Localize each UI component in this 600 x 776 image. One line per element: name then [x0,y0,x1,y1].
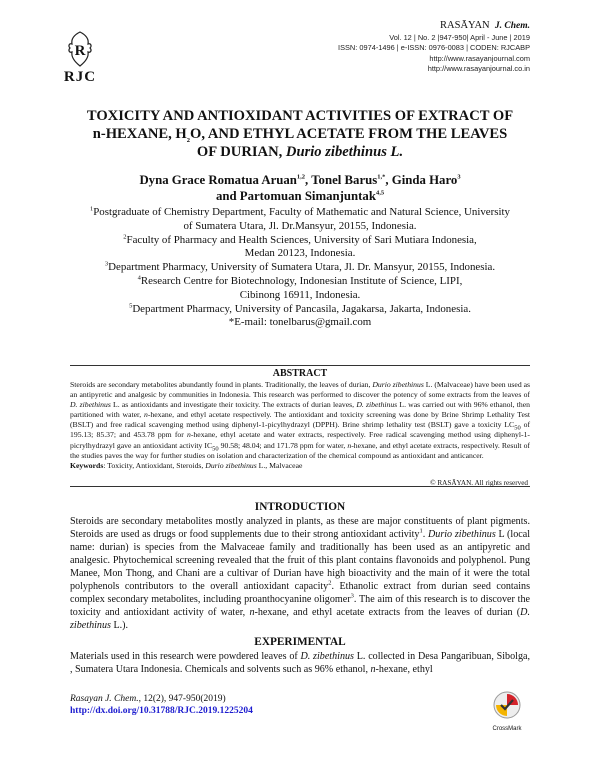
affiliation-2: $^2$Faculty of Pharmacy and Health Sciences, University of Sari Mutiara Indonesia, [123,232,477,246]
journal-abbr: J. Chem. [494,21,530,31]
svg-text:R: R [74,43,86,59]
crossmark-icon [492,690,522,720]
abstract-text: Steroids are secondary metabolites abundantly found in plants. Traditionally, the leaves of durian, Durio zibethinus L. (Malvaceae) have been used as an antipyretic and analgesic by communities in Indonesia. This research was performed to discover the potency of some extracts from the leaves of D. zibethinus L. as antioxidants and investigate their toxicity. The extracts of durian leaves, D. zibethinus L. was carried out with 96% ethanol, then partitioned with water, n-hexane, and ethyl acetate respectively. The antioxidant and toxicity screening was done by Brine Shrimp Lethality Test (BSLT) and free radical scavenging method using diphenyl-1-picylhydrazyl (DPPH). Brine shrimp lethality test (BSLT) gave a toxicity $LC_{50}$ of 195.13; 85.37; and 453.78 ppm for n-hexane, ethyl acetate and water extracts, respectively. Free radical scavenging method using diphenyl-1-picrylhydrazyl gave an antioxidant activity $IC_{50}$ 90.58; 48.04; and 171.78 ppm for water, n-hexane, and ethyl acetate extracts, respectively. Result of the studies paves the way for further studies on isolation and characterization of the chemical compound as antioxidant and anticancer. [70,380,531,460]
corresponding-email[interactable]: *E-mail: tonelbarus@gmail.com [228,316,372,329]
affiliation-4: $^4$Research Centre for Biotechnology, Indonesian Institute of Science, LIPI, [137,274,463,287]
crossmark-label: CrossMark [492,726,522,732]
author-list [60,172,540,204]
affiliation-5: $^5$Department Pharmacy, University of Pancasila, Jagakarsa, Jakarta, Indonesia. [129,301,471,315]
title-line-1: TOXICITY AND ANTIOXIDANT ACTIVITIES OF EXTRACT OF [86,108,514,124]
journal-url-2[interactable]: http://www.rasayanjournal.co.in [427,64,530,74]
keywords: Keywords: Toxicity, Antioxidant, Steroids, Durio zibethinus L., Malvaceae [70,460,303,470]
affiliation-1-cont: of Sumatera Utara, Jl. Dr.Mansyur, 20155, Indonesia. [183,219,417,232]
journal-header [338,19,530,75]
title-line-2: n-HEXANE, $H_2O$, AND ETHYL ACETATE FROM THE LEAVES [92,126,508,144]
journal-logo [60,30,100,90]
experimental-heading: EXPERIMENTAL [254,636,346,648]
paper-title [60,107,540,161]
authors-line-2: and Partomuan Simanjuntak$^{4,5}$ [215,189,385,203]
authors-line-1: Dyna Grace Romatua Aruan$^{1,2}$, Tonel Barus$^{1,*}$, Ginda Haro$^3$ [139,173,461,187]
issn-line: ISSN: 0974-1496 | e-ISSN: 0976-0083 | CODEN: RJCABP [338,43,530,53]
affiliation-3: $^3$Department Pharmacy, University of Sumatera Utara, Jl. Dr. Mansyur, 20155, Indonesia. [104,260,496,274]
affiliation-1: $^1$Postgraduate of Chemistry Department, Faculty of Mathematic and Natural Science, University [89,205,510,218]
journal-url-1[interactable]: http://www.rasayanjournal.com [429,53,530,63]
crossmark-badge[interactable] [484,690,530,732]
affiliations [60,206,540,330]
logo-text: RJC [63,69,97,85]
rjc-emblem-icon [66,30,94,68]
journal-title: RASĀYAN [440,20,490,31]
affiliation-2-cont: Medan 20123, Indonesia. [244,247,356,260]
copyright-notice: © RASĀYAN. All rights reserved [430,479,528,487]
abstract-box [70,365,530,487]
doi-link[interactable]: http://dx.doi.org/10.31788/RJC.2019.1225204 [70,706,253,716]
volume-line: Vol. 12 | No. 2 |947-950| April - June | 2019 [389,33,530,42]
journal-name [338,19,530,33]
footer-citation [70,693,253,717]
abstract-heading: ABSTRACT [272,368,328,379]
citation-line: Rasayan J. Chem., 12(2), 947-950(2019) [70,694,226,704]
title-line-3: OF DURIAN, Durio zibethinus L. [196,144,404,160]
experimental-text: Materials used in this research were powdered leaves of D. zibethinus L. collected in Desa Pangaribuan, Sibolga, , Sumatera Utara Indonesia. Chemicals and solvents such as 96% ethanol, n-hexane, ethyl [70,651,531,675]
introduction-heading: INTRODUCTION [254,501,346,513]
affiliation-4-cont: Cibinong 16911, Indonesia. [239,288,361,301]
introduction-text: Steroids are secondary metabolites mostly analyzed in plants, as these are major constituents of plant pigments. Steroids are used as drugs or food supplements due to their strong antioxidant activity$^1$. Durio zibethinus L (local name: durian) is species from the Malvaceae family and traditionally has been used as an antipyretic and analgesic. Phytochemical screening revealed that the fruit of this plant contains flavonoids and polyphenol. Pung Manee, Mon Thong, and Chani are a cultivar of Durian have high bioactivity and the main of it were the total polyphenols contributors to the overall antioxidant capacity$^2$. Ethanolic extract from durian seed contains complex secondary metabolites, including proanthocyanine oligomer$^3$. The aim of this research is to discover the toxicity and antioxidant activity of water, n-hexane, and ethyl acetate extracts from the leaves of durian (D. zibethinus L.). [70,516,531,631]
